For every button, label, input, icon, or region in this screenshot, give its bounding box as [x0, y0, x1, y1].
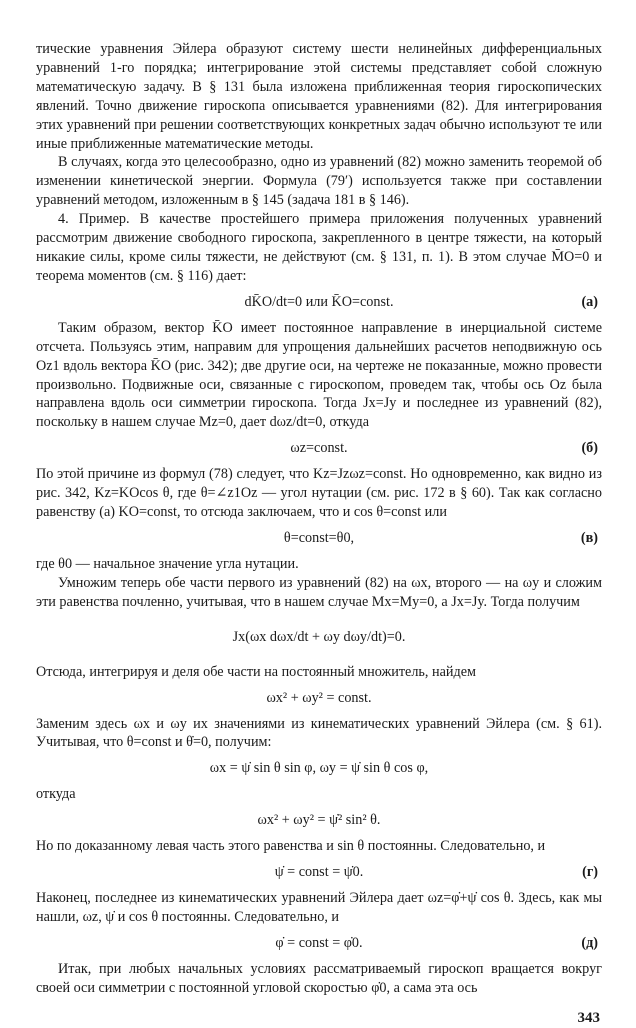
equation-e-text: ωx² + ωy² = const. — [266, 689, 372, 706]
paragraph-5: По этой причине из формул (78) следует, что Kz=Jzωz=const. Но одновременно, как видно из рис. 342, Kz=KOcos θ, где θ=∠z1Oz — угол нутации (см. рис. 172 в § 60). Так как согласно равенству (а) KO=const, то отсюда заключаем, что и cos θ=const или — [36, 466, 602, 521]
equation-c-text: θ=const=θ0, — [283, 529, 355, 546]
book-page — [36, 40, 602, 1026]
equation-e — [36, 687, 602, 709]
equation-c — [36, 527, 602, 549]
equation-a-text: dK̄O/dt=0 или K̄O=const. — [244, 293, 394, 310]
equation-g — [36, 809, 602, 831]
paragraph-9: Заменим здесь ωx и ωy их значениями из кинематических уравнений Эйлера (см. § 61). Учитывая, что θ=const и θ̇=0, получим: — [36, 715, 602, 751]
equation-h — [36, 861, 602, 883]
paragraph-8: Отсюда, интегрируя и деля обе части на постоянный множитель, найдем — [36, 663, 476, 680]
paragraph-6: где θ0 — начальное значение угла нутации. — [36, 555, 299, 572]
paragraph-10: откуда — [36, 786, 76, 803]
paragraph-12: Наконец, последнее из кинематических уравнений Эйлера дает ωz=φ̇+ψ̇ cos θ. Здесь, как мы нашли, ωz, ψ̇ и cos θ постоянны. Следовательно, и — [36, 890, 602, 926]
paragraph-2: В случаях, когда это целесообразно, одно из уравнений (82) можно заменить теоремой об изменении кинетической энергии. Формула (79′) используется также при составлении уравнений методом, изложенным в § 145 (задача 181 в § 146). — [36, 154, 602, 209]
equation-d-text: Jx(ωx dωx/dt + ωy dωy/dt)=0. — [232, 628, 406, 645]
equation-h-tag: (г) — [582, 864, 598, 881]
paragraph-13: Итак, при любых начальных условиях рассматриваемый гироскоп вращается вокруг своей оси симметрии с постоянной угловой скоростью φ̇0, а сама эта ось — [36, 961, 602, 996]
equation-i-text: φ̇ = const = φ̇0. — [275, 935, 363, 951]
equation-b-tag: (б) — [581, 440, 598, 457]
equation-f-text: ωx = ψ̇ sin θ sin φ, ωy = ψ̇ sin θ cos φ, — [209, 760, 429, 777]
paragraph-7: Умножим теперь обе части первого из уравнений (82) на ωx, второго — на ωy и сложим эти равенства почленно, учитывая, что в нашем случае Mx=My=0, а Jx=Jy. Тогда получим — [36, 574, 602, 610]
equation-a — [36, 291, 602, 313]
equation-c-tag: (в) — [580, 529, 598, 546]
equation-g-text: ωx² + ωy² = ψ̇² sin² θ. — [257, 812, 381, 829]
paragraph-4: Таким образом, вектор K̄O имеет постоянное направление в инерциальной системе отсчета. Пользуясь этим, направим для упрощения дальнейших расчетов неподвижную ось Oz1 вдоль вектора K̄O (рис. 342); две другие оси, на чертеже не показанные, можно провести произвольно. Подвижные оси, связанные с гироскопом, проведем так, чтобы ось Oz была направлена вдоль оси симметрии гироскопа. Тогда Jx=Jy и последнее из уравнений (82), поскольку в нашем случае Mz=0, дает dωz/dt=0, откуда — [36, 319, 602, 431]
page-number: 343 — [577, 1009, 600, 1026]
equation-a-tag: (а) — [581, 293, 598, 310]
paragraph-example: 4. Пример. В качестве простейшего примера приложения полученных уравнений рассмотрим движение свободного гироскопа, закрепленного в центре тяжести, на который никакие силы, кроме силы тяжести, не действуют (см. § 131, п. 1). В этом случае M̄O=0 и теорема моментов (см. § 116) дает: — [36, 211, 602, 284]
equation-h-text: ψ̇ = const = ψ̇0. — [274, 864, 364, 881]
equation-f — [36, 757, 602, 779]
paragraph-1: тические уравнения Эйлера образуют систему шести нелинейных дифференциальных уравнений 1-го порядка; интегрирование этой системы представляет собой сложную математическую задачу. В § 131 была изложена приближенная теория гироскопических явлений. Точно движение гироскопа описывается уравнениями (82). Для интегрирования этих уравнений при решении соответствующих конкретных задач обычно используют те или иные приближенные математические методы. — [36, 41, 602, 152]
equation-i — [36, 932, 602, 954]
equation-b-text: ωz=const. — [290, 440, 348, 457]
equation-b — [36, 437, 602, 459]
equation-i-tag: (д) — [581, 935, 598, 951]
paragraph-11: Но по доказанному левая часть этого равенства и sin θ постоянны. Следовательно, и — [36, 838, 546, 855]
equation-d — [36, 617, 602, 657]
